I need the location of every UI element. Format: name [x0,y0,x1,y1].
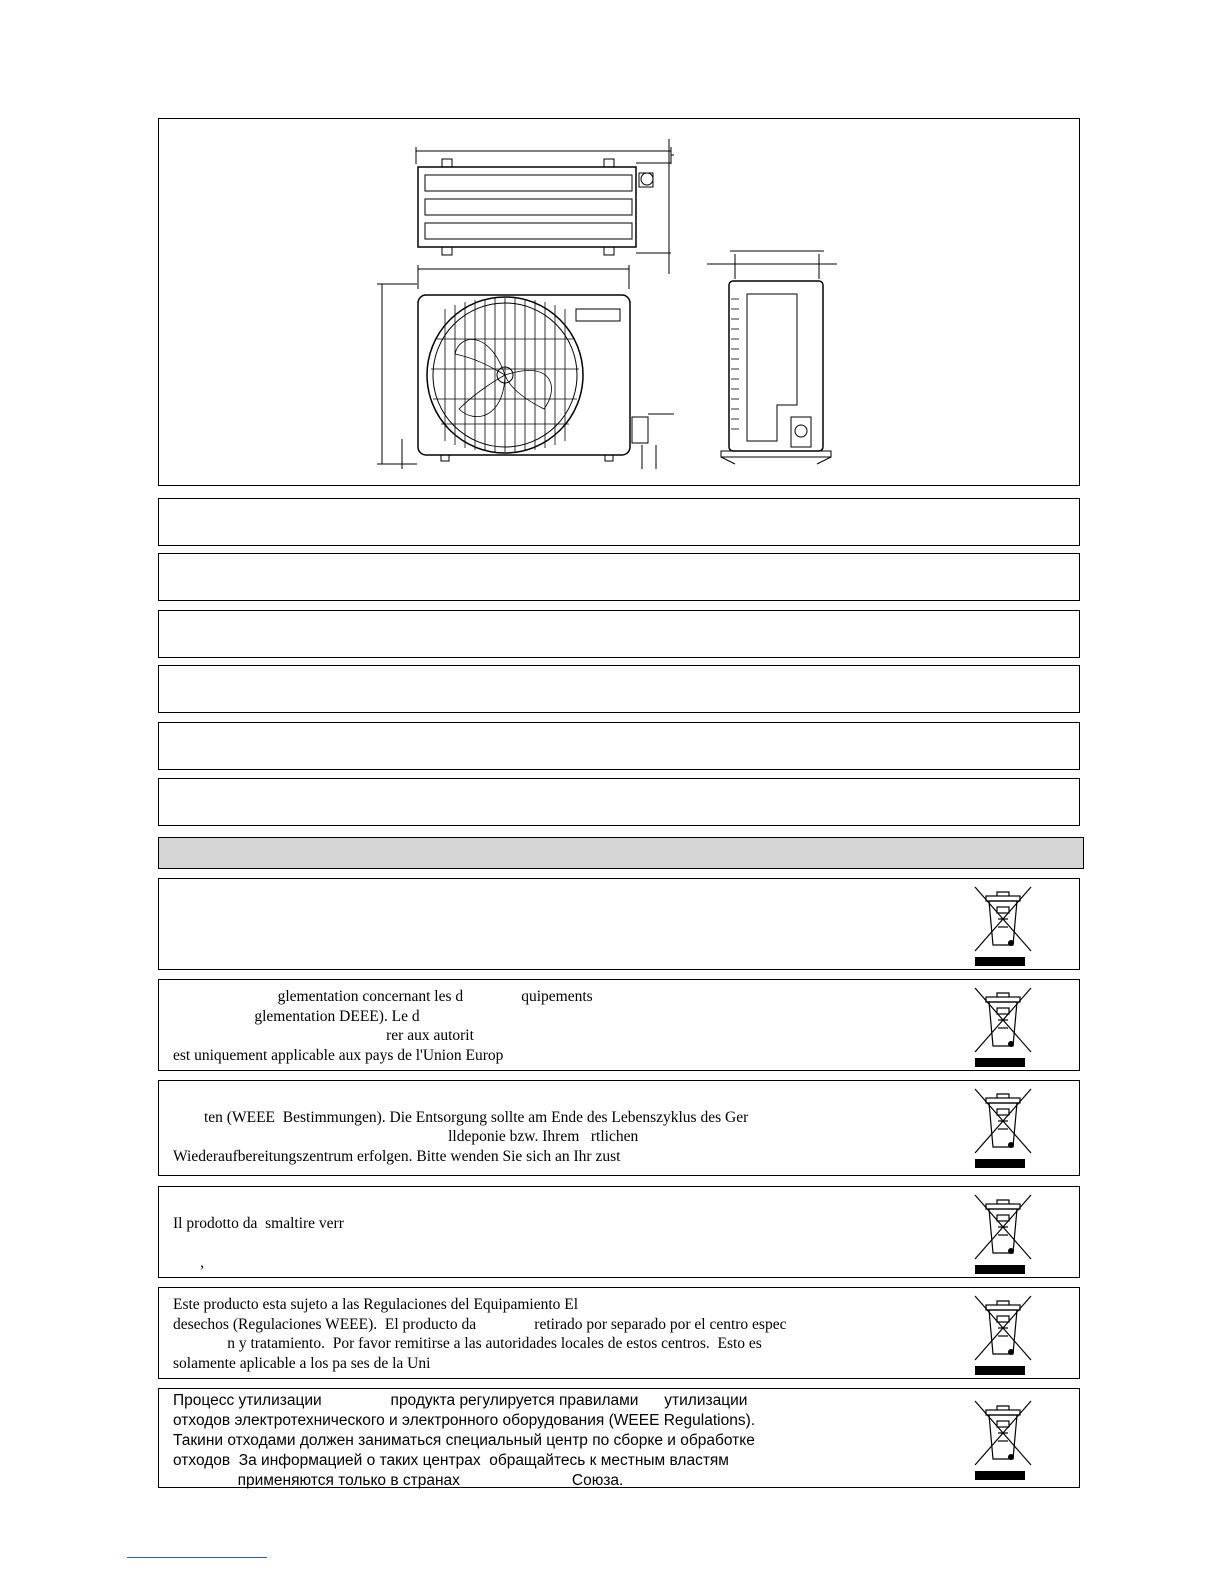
section-header-bar [158,837,1084,869]
weee-line: lldeponie bzw. Ihrem rtlichen [173,1128,639,1145]
front-view [377,265,674,469]
crossed-bin-icon [967,883,1037,967]
weee-line: отходов За информацией о таких центрах обращайтесь к местным властям [173,1452,729,1469]
empty-box-1 [158,498,1080,546]
weee-line [173,1233,933,1253]
weee-section-ru [158,1388,1080,1488]
weee-line: glementation DEEE). Le d [173,1007,420,1025]
crossed-bin-icon [967,1292,1037,1376]
weee-line: ten (WEEE Bestimmungen). Die Entsorgung sollte am Ende des Lebenszyklus des Ger [173,1108,749,1126]
crossed-bin-icon [967,1397,1037,1481]
weee-text [173,987,933,1065]
weee-text [173,886,933,964]
weee-line [173,925,933,945]
weee-line: desechos (Regulaciones WEEE). El producto da retirado por separado por el centro espec [173,1315,787,1333]
footer-rule [127,1557,267,1558]
crossed-bin-icon [967,1191,1037,1275]
crossed-bin-icon [967,1085,1037,1169]
weee-section-es [158,1287,1080,1379]
weee-text [173,1088,933,1166]
weee-line: Este producto esta sujeto a las Regulaciones del Equipamiento El [173,1296,579,1313]
weee-line: glementation concernant les d quipements [173,988,593,1005]
weee-section-it [158,1186,1080,1278]
weee-line: n y tratamiento. Por favor remitirse a las autoridades locales de estos centros. Esto es [173,1335,762,1352]
empty-box-6 [158,778,1080,826]
weee-line: solamente aplicable a los pa ses de la Uni [173,1354,431,1372]
weee-line: rer aux autorit [173,1027,474,1044]
side-view [707,251,837,464]
weee-line: Такини отходами должен заниматься специальный центр по сборке и обработке [173,1432,755,1449]
weee-line: Процесс утилизации продукта регулируется правилами утилизации [173,1392,748,1409]
weee-line [173,1088,933,1108]
weee-line [173,886,933,906]
weee-text [173,1295,933,1373]
weee-line [173,945,933,965]
weee-line: Il prodotto da smaltire verr [173,1214,344,1232]
empty-box-3 [158,610,1080,658]
weee-section-en [158,878,1080,970]
weee-line: Wiederaufbereitungszentrum erfolgen. Bitte wenden Sie sich an Ihr zust [173,1147,621,1165]
weee-text [173,1391,933,1491]
crossed-bin-icon [967,984,1037,1068]
weee-line [173,1194,933,1214]
weee-line: est uniquement applicable aux pays de l'Union Europ [173,1046,504,1064]
weee-text [173,1194,933,1272]
outdoor-unit-drawing [158,118,1080,486]
weee-line: отходов электротехнического и электронного оборудования (WEEE Regulations). [173,1412,756,1429]
empty-box-5 [158,722,1080,770]
empty-box-4 [158,665,1080,713]
weee-line [173,906,933,926]
empty-box-2 [158,553,1080,601]
weee-line: применяются только в странах Союза. [173,1472,624,1489]
weee-section-de [158,1080,1080,1176]
top-view [416,139,674,274]
weee-line: , [173,1253,204,1271]
weee-section-fr [158,979,1080,1071]
dimension-drawing [159,119,1081,487]
